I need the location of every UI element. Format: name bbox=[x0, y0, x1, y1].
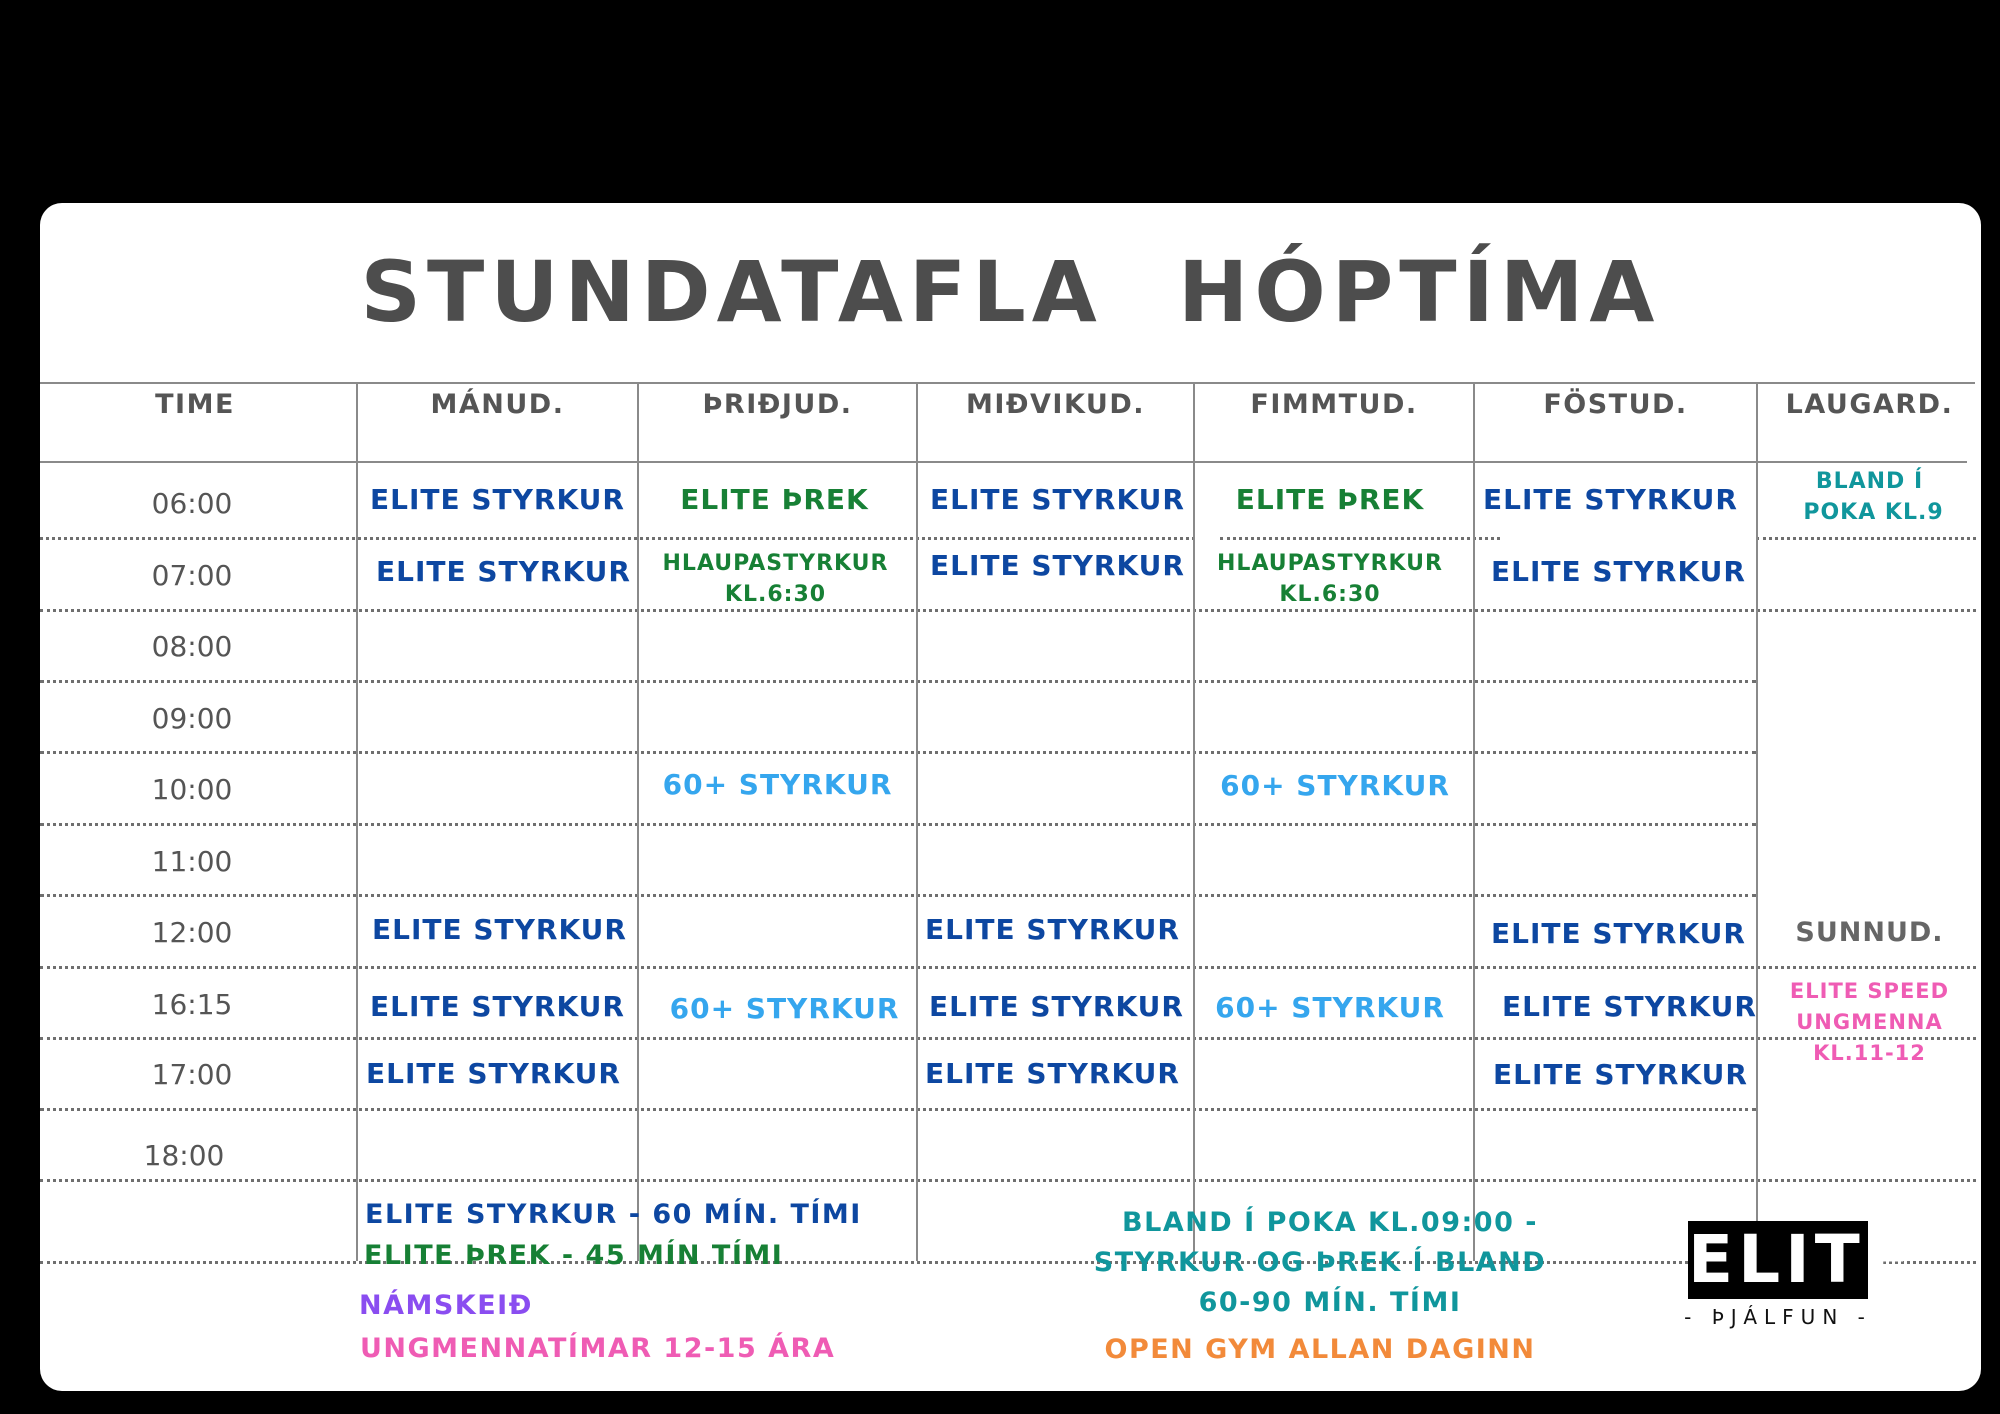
grid-line bbox=[1756, 537, 1976, 540]
time-label: 17:00 bbox=[151, 1058, 233, 1091]
grid-line bbox=[40, 1037, 1976, 1040]
grid-line bbox=[40, 680, 1756, 683]
grid-line bbox=[40, 1108, 1756, 1111]
class-bland-i-poka-time: POKA KL.9 bbox=[1803, 500, 1944, 525]
class-elite-styrkur: ELITE STYRKUR bbox=[930, 483, 1185, 516]
header-wednesday: MIÐVIKUD. bbox=[965, 389, 1146, 420]
class-sixty-plus-styrkur: 60+ STYRKUR bbox=[662, 768, 893, 801]
class-elite-styrkur: ELITE STYRKUR bbox=[366, 1057, 621, 1090]
legend-bland-line-2: STYRKUR OG ÞREK Í BLAND bbox=[1093, 1247, 1547, 1278]
class-elite-styrkur: ELITE STYRKUR bbox=[376, 555, 631, 588]
legend-ungmennatimar: UNGMENNATÍMAR 12-15 ÁRA bbox=[360, 1333, 836, 1364]
page-title: STUNDATAFLA HÓPTÍMA bbox=[360, 243, 1661, 341]
time-label: 07:00 bbox=[151, 559, 233, 592]
header-time: TIME bbox=[155, 389, 235, 420]
class-elite-styrkur: ELITE STYRKUR bbox=[370, 990, 625, 1023]
class-sixty-plus-styrkur: 60+ STYRKUR bbox=[1220, 769, 1450, 802]
class-hlaupastyrkur: HLAUPASTYRKUR bbox=[662, 551, 889, 576]
time-label: 09:00 bbox=[151, 702, 233, 735]
class-elite-styrkur: ELITE STYRKUR bbox=[1502, 990, 1757, 1023]
class-hlaupastyrkur-time: KL.6:30 bbox=[1279, 582, 1381, 607]
elite-logo-subtitle: - ÞJÁLFUN - bbox=[1684, 1305, 1872, 1329]
header-bottom-line bbox=[40, 461, 1967, 463]
class-elite-styrkur: ELITE STYRKUR bbox=[370, 483, 625, 516]
class-elite-styrkur: ELITE STYRKUR bbox=[1491, 555, 1746, 588]
class-sixty-plus-styrkur: 60+ STYRKUR bbox=[1215, 991, 1445, 1024]
grid-line bbox=[1220, 537, 1500, 540]
class-elite-styrkur: ELITE STYRKUR bbox=[929, 990, 1184, 1023]
time-label: 12:00 bbox=[151, 916, 233, 949]
class-elite-speed-ungmenna: UNGMENNA bbox=[1796, 1010, 1943, 1034]
time-label: 18:00 bbox=[143, 1139, 225, 1172]
grid-line bbox=[40, 537, 1195, 540]
legend-bland-line-3: 60-90 MÍN. TÍMI bbox=[1198, 1287, 1462, 1318]
time-label: 16:15 bbox=[151, 988, 233, 1021]
class-elite-styrkur: ELITE STYRKUR bbox=[1493, 1058, 1748, 1091]
time-label: 06:00 bbox=[151, 487, 233, 520]
class-bland-i-poka: BLAND Í bbox=[1815, 469, 1924, 494]
grid-line bbox=[40, 894, 1756, 897]
column-divider bbox=[916, 383, 918, 1261]
class-elite-styrkur: ELITE STYRKUR bbox=[930, 549, 1185, 582]
time-label: 10:00 bbox=[151, 773, 233, 806]
class-elite-speed: ELITE SPEED bbox=[1789, 979, 1950, 1003]
header-top-line bbox=[40, 382, 1975, 384]
legend-namskeid: NÁMSKEIÐ bbox=[359, 1290, 533, 1321]
header-thursday: FIMMTUD. bbox=[1250, 389, 1418, 420]
class-elite-styrkur: ELITE STYRKUR bbox=[372, 913, 627, 946]
column-divider bbox=[1756, 383, 1758, 1261]
class-hlaupastyrkur: HLAUPASTYRKUR bbox=[1217, 551, 1443, 576]
class-elite-speed-time: KL.11-12 bbox=[1813, 1041, 1926, 1065]
grid-line bbox=[40, 609, 1976, 612]
grid-line bbox=[40, 823, 1756, 826]
header-friday: FÖSTUD. bbox=[1543, 389, 1688, 420]
class-elite-styrkur: ELITE STYRKUR bbox=[925, 1057, 1180, 1090]
grid-line bbox=[40, 751, 1756, 754]
time-label: 08:00 bbox=[151, 630, 233, 663]
class-elite-styrkur: ELITE STYRKUR bbox=[1483, 483, 1738, 516]
class-sixty-plus-styrkur: 60+ STYRKUR bbox=[669, 992, 900, 1025]
legend-elite-threk: ELITE ÞREK - 45 MÍN TÍMI bbox=[364, 1240, 784, 1271]
grid-line bbox=[40, 1179, 1976, 1182]
class-elite-threk: ELITE ÞREK bbox=[1235, 483, 1425, 516]
legend-elite-styrkur: ELITE STYRKUR - 60 MÍN. TÍMI bbox=[365, 1199, 862, 1230]
schedule-card bbox=[40, 203, 1981, 1391]
class-elite-styrkur: ELITE STYRKUR bbox=[1491, 917, 1746, 950]
grid-line bbox=[40, 1261, 1976, 1264]
header-tuesday: ÞRIÐJUD. bbox=[702, 389, 853, 420]
header-saturday: LAUGARD. bbox=[1785, 389, 1954, 420]
elite-logo: ELITE bbox=[1688, 1221, 1915, 1298]
legend-bland-line-1: BLAND Í POKA KL.09:00 - bbox=[1122, 1207, 1538, 1238]
class-hlaupastyrkur-time: KL.6:30 bbox=[724, 582, 827, 607]
header-sunday: SUNNUD. bbox=[1795, 917, 1944, 948]
class-elite-threk: ELITE ÞREK bbox=[680, 483, 869, 516]
time-label: 11:00 bbox=[151, 845, 233, 878]
class-elite-styrkur: ELITE STYRKUR bbox=[925, 913, 1180, 946]
legend-open-gym: OPEN GYM ALLAN DAGINN bbox=[1104, 1334, 1536, 1365]
grid-line bbox=[40, 966, 1976, 969]
header-monday: MÁNUD. bbox=[430, 389, 565, 420]
